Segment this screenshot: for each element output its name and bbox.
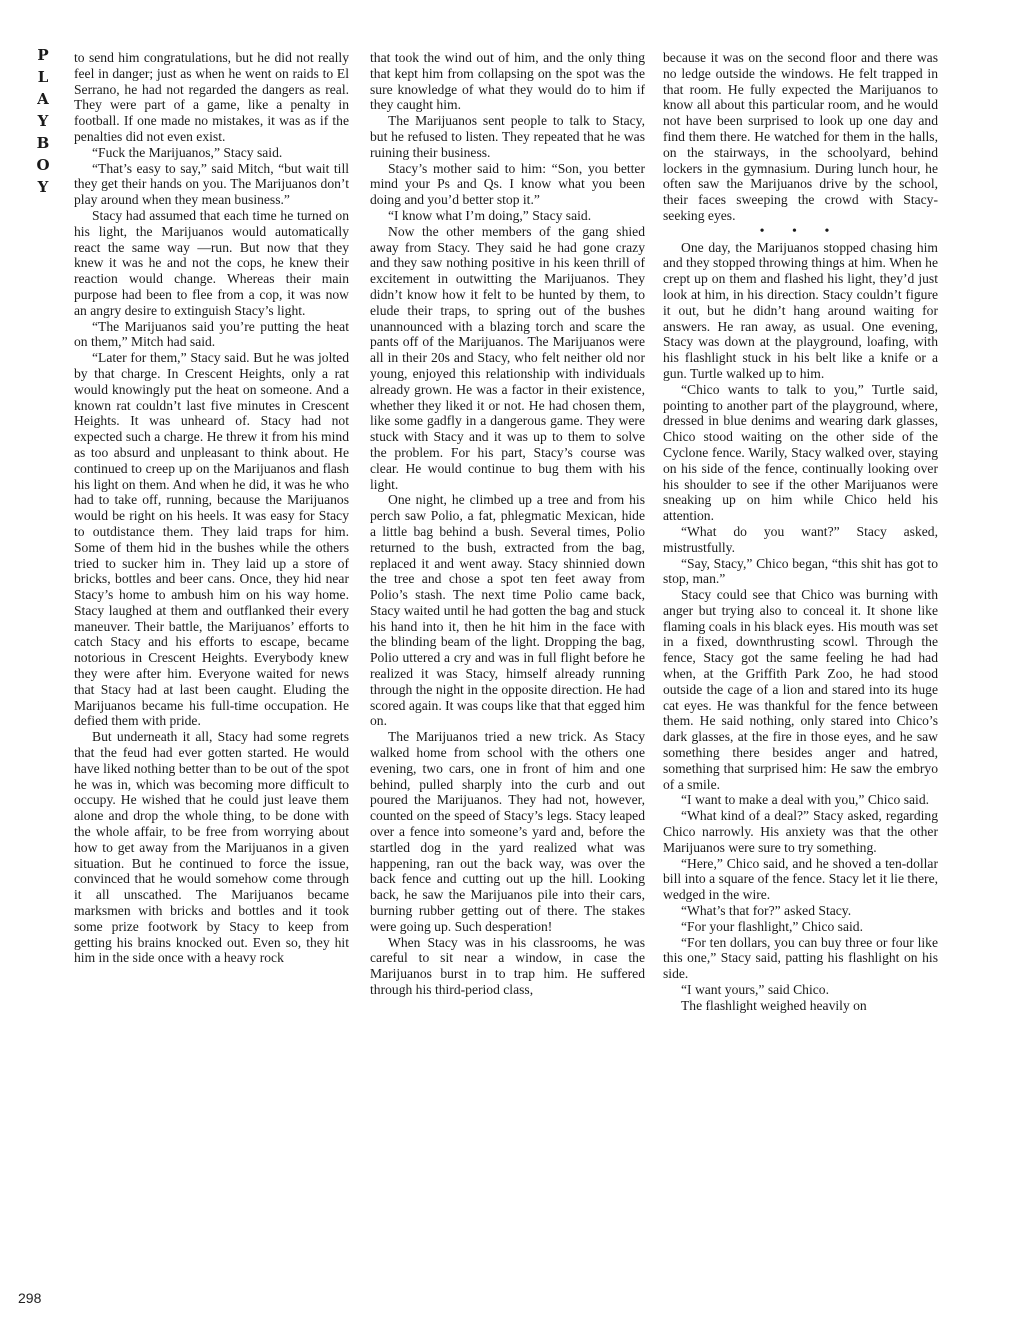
logo-letter: Y <box>37 178 49 196</box>
paragraph: When Stacy was in his classrooms, he was careful to sit near a window, in case the Marijuanos burst in to trap him. He suffered through his third-period class, <box>370 934 645 998</box>
logo-letter: P <box>37 46 49 64</box>
text-column-2 <box>370 50 645 1300</box>
text-column-1 <box>74 50 349 1300</box>
paragraph: that took the wind out of him, and the only thing that kept him from collapsing on the spot was the sure knowledge of what they would do to him if they caught him. <box>370 50 645 113</box>
logo-letter: Y <box>37 112 49 130</box>
paragraph: because it was on the second floor and there was no ledge outside the windows. He felt trapped in that room. He fully expected the Marijuanos to know all about this particular room, and he would not have been surprised to look up one day and find them there. He watched for them in the halls, on the stairways, in the schoolyard, behind lockers in the gymnasium. During lunch hour, he often saw the Marijuanos drive by the school, their faces sweeping the crowd with Stacy-seeking eyes. <box>663 50 938 223</box>
paragraph: The Marijuanos sent people to talk to Stacy, but he refused to listen. They repeated that he was ruining their business. <box>370 113 645 160</box>
paragraph: “What’s that for?” asked Stacy. <box>681 903 852 919</box>
paragraph: “What kind of a deal?” Stacy asked, regarding Chico narrowly. His anxiety was that the other Marijuanos were sure to try something. <box>663 808 938 855</box>
paragraph: But underneath it all, Stacy had some regrets that the feud had ever gotten started. He would have liked nothing better than to be out of the spot he was in, which was becoming more difficult to occupy. He wished that he could just leave them alone and drop the whole thing, to be done with the whole affair, to be free from worrying about how to get away from the Marijuanos in a given situation. But he continued to force the issue, convinced that he would somehow come through it all unscathed. The Marijuanos became marksmen with bricks and bottles and it took some prize footwork by Stacy to keep from getting his brains knocked out. Even so, they hit him in the side once with a heavy rock <box>74 729 349 966</box>
paragraph: “Chico wants to talk to you,” Turtle said, pointing to another part of the playground, where, dressed in blue denims and wearing dark glasses, Chico stood waiting on the other side of the Cyclone fence. Warily, Stacy walked over, staying on his side of the fence, continually looking over his shoulder to see if the other Marijuanos were sneaking up on him while Chico held his attention. <box>663 381 938 524</box>
logo-letter: O <box>36 156 50 174</box>
logo-letter: B <box>36 134 50 152</box>
page-number: 298 <box>18 1290 42 1306</box>
magazine-sidebar-logo <box>30 44 56 198</box>
paragraph: “I know what I’m doing,” Stacy said. <box>388 207 592 223</box>
text-column-3 <box>663 50 938 1300</box>
logo-letter: L <box>37 68 49 86</box>
paragraph: One day, the Marijuanos stopped chasing him and they stopped throwing things at him. When he crept up on them and flashed his light, they’d just look at him, in his direction. Stacy couldn’t figure it out, but he didn’t hang around waiting for answers. He ran away, as usual. One evening, Stacy was down at the playground, loafing, with his flashlight stuck in his belt like a knife or a gun. Turtle walked up to him. <box>663 239 938 381</box>
section-separator: • • • <box>759 223 842 239</box>
paragraph: “I want yours,” said Chico. <box>681 982 829 998</box>
paragraph: “I want to make a deal with you,” Chico said. <box>681 792 930 808</box>
paragraph: “The Marijuanos said you’re putting the heat on them,” Mitch had said. <box>74 318 349 350</box>
paragraph: to send him congratulations, but he did not really feel in danger; just as when he went on raids to El Serrano, he had not regarded the dangers as real. They were part of a game, like a penalty in football. If one made no mistakes, it was as if the penalties did not even exist. <box>74 50 349 144</box>
paragraph: One night, he climbed up a tree and from his perch saw Polio, a fat, phlegmatic Mexican, hide a little bag behind a bush. Several times, Polio returned to the bush, extracted from the bag, replaced it and went away. Stacy shinnied down the tree and chose a spot ten feet away from Polio’s stash. The next time Polio came back, Stacy waited until he had gotten the bag and stuck his hand into it, then he hit him in the face with the blinding beam of the light. Dropping the bag, Polio uttered a cry and was in full flight before he realized it was Stacy, himself already running through the night in the opposite direction. He had scored again. It was coups like that that egged him on. <box>370 492 645 729</box>
paragraph: “Fuck the Marijuanos,” Stacy said. <box>92 144 283 160</box>
paragraph: Stacy had assumed that each time he turned on his light, the Marijuanos would automatically react the same way —run. But now that they knew it was he and not the cops, he knew their reaction would change. Whereas their main purpose had been to flee from a cop, it was now an angry desire to extinguish Stacy’s light. <box>74 207 349 318</box>
paragraph: “That’s easy to say,” said Mitch, “but wait till they get their hands on you. The Marijuanos don’t play around when they mean business.” <box>74 160 349 208</box>
logo-letter: A <box>37 90 49 108</box>
paragraph: “Later for them,” Stacy said. But he was jolted by that charge. In Crescent Heights, only a rat would knowingly put the heat on someone. And a known rat couldn’t last five minutes in Crescent Heights. It was unheard of. Stacy had not expected such a charge. He threw it from his mind as too absurd and unpleasant to think about. He continued to creep up on the Marijuanos and flash his light on them. And when he did, it was he who had to take off, running, because the Marijuanos would be right on his heels. It was easy for Stacy to outdistance them. They laid traps for him. Some of them hid in the bushes while the others tried to sucker him in. They laid up a store of bricks, bottles and beer cans. Once, they hid near Stacy’s home to ambush him on his way home. Stacy laughed at them and outflanked their every maneuver. Their battle, the Marijuanos’ efforts to catch Stacy and his efforts to escape, became notorious in Crescent Heights. Everybody knew they were after him. Everyone waited for news that Stacy had at last been caught. Eluding the Marijuanos became his full-time occupation. He defied them with pride. <box>74 350 349 729</box>
paragraph: Stacy could see that Chico was burning with anger but trying also to conceal it. It shone like flaming coals in his black eyes. His mouth was set in a fixed, downthrusting scowl. Through the fence, Stacy got the same feeling he had had when, at the Griffith Park Zoo, he had stood outside the cage of a lion and stared into its huge cat eyes. He was thankful for the fence between them. He said nothing, only stared into Chico’s dark glasses, at the fire in those eyes, and he saw something there besides anger and hatred, something that surprised him: He saw the embryo of a smile. <box>663 587 938 792</box>
paragraph: “Say, Stacy,” Chico began, “this shit has got to stop, man.” <box>663 555 938 587</box>
paragraph: The flashlight weighed heavily on <box>681 997 867 1013</box>
paragraph: “Here,” Chico said, and he shoved a ten-dollar bill into a square of the fence. Stacy let it lie there, wedged in the wire. <box>663 855 938 903</box>
paragraph: “For your flashlight,” Chico said. <box>681 918 863 934</box>
paragraph: Stacy’s mother said to him: “Son, you better mind your Ps and Qs. I know what you been doing and you’d better stop it.” <box>370 160 645 208</box>
paragraph: Now the other members of the gang shied away from Stacy. They said he had gone crazy and they saw nothing positive in his keen thrill of excitement in outwitting the Marijuanos. They didn’t know how it felt to be hunted by them, to elude their traps, to spring out of the bushes unannounced with a blazing torch and scare the pants off of the Marijuanos. The Marijuanos were all in their 20s and Stacy, who felt neither old nor young, enjoyed this relationship with individuals already grown. He was a factor in their existence, whether they liked it or not. He had chosen them, like some gadfly in a dangerous game. They were stuck with Stacy and it was up to them to solve the problem. For his part, Stacy’s course was clear. He would continue to bug them with his light. <box>370 223 645 492</box>
paragraph: “What do you want?” Stacy asked, mistrustfully. <box>663 523 938 555</box>
paragraph: “For ten dollars, you can buy three or four like this one,” Stacy said, patting his flashlight on his side. <box>663 934 938 982</box>
paragraph: The Marijuanos tried a new trick. As Stacy walked home from school with the others one evening, two cars, one in front of him and one behind, pulled sharply into the curb and out poured the Marijuanos. They had not, however, counted on the speed of Stacy’s legs. Stacy leaped over a fence into someone’s yard and, before the startled dog in the yard realized what was happening, ran out the back way, was over the back fence and cutting out up the hill. Looking back, he saw the Marijuanos pile into their cars, burning rubber getting out of there. The stakes were going up. Such desperation! <box>370 729 645 934</box>
